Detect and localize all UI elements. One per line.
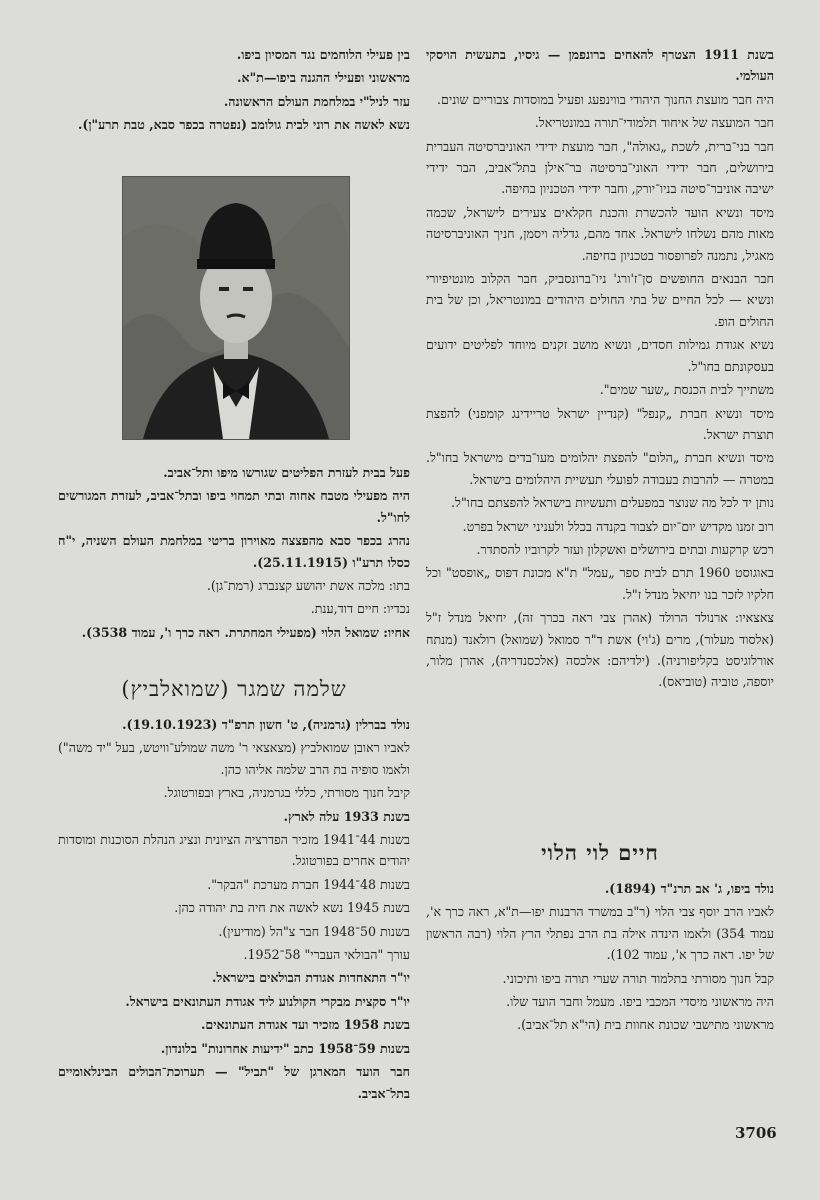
paragraph: יו"ר התאחדות אגודת הבולאים בישראל. bbox=[212, 970, 410, 986]
paragraph: היה מראשוני מיסדי המכבי ביפו. מעמל וחבר הועד שלו. bbox=[506, 994, 774, 1010]
right-column-text bbox=[426, 44, 774, 695]
paragraph: נולד ביפו, ג' אב תרנ"ד (1894). bbox=[604, 881, 774, 896]
paragraph: מיסד ונשיא חברת „הלום" להפצת יהלומים מעו־בדים מישראל בחו"ל. במטרה — להרבות בעבודה לפועלי תעשיית היהלומים בישראל. bbox=[426, 450, 774, 487]
paragraph: נכדיו: חיים דוד,ענת. bbox=[310, 601, 410, 617]
paragraph: בשנת 1945 נשא לאשה את חיה בת יהודה כהן. bbox=[174, 900, 410, 916]
paragraph: נשיא אגודת גמילות חסדים, ונשיא מושב זקנים מיוחד לפליטים ידועים בעסקונתם בחו"ל. bbox=[426, 337, 774, 374]
page-number: 3706 bbox=[735, 1124, 777, 1142]
portrait-photo bbox=[122, 176, 350, 440]
paragraph: היה חבר מועצת החנוך היהודי בווינפעג ופעיל במוסדות צבוריים שונים. bbox=[437, 91, 774, 107]
paragraph: נהרג בכפר סבא מהפצצה מאוירון בריטי במלחמת העולם השניה, י"ח כסלו תרע"ו (25.11.1915). bbox=[58, 533, 410, 570]
paragraph: בשנות 59־1958 כתב "ידיעות אחרונות" בלונדון. bbox=[160, 1040, 410, 1056]
paragraph: נותן יד לכל מה שנוצר במפעלים ותעשיות בישראל להפצתם בחו"ל. bbox=[451, 495, 774, 511]
paragraph: חבר הבנאים החופשים סן־ז'ורג' ניו־ברונסביק, חבר הקלוב מונטיפיורי ונשיא — לכל החיים של בתי החולים היהודים במונטריאל, וכן של בית החולים הופ. bbox=[426, 271, 774, 329]
left-bottom-text bbox=[58, 714, 410, 1106]
section-heading: חיים לוי הלוי bbox=[541, 840, 659, 865]
paragraph: יו"ר סקצית מבקרי הקולנוע ליד אגודת העתונאים בישראל. bbox=[125, 993, 410, 1009]
paragraph: לאביו הרב יוסף צבי הלוי (ר"ב במשרד הרבנות יפו—ת"א, ראה כרך א', עמוד 354) ולאמו הינדה אילה בת הרב נפתלי הרץ הלוי (רבה הראשון של יפו. ראה כרך א', עמוד 102). bbox=[426, 904, 774, 963]
paragraph: בשנות 48־1944 חברת מערכת "הבקר". bbox=[207, 876, 410, 892]
right-bottom-text bbox=[426, 878, 774, 1038]
left-top-text bbox=[58, 44, 410, 138]
paragraph: אחיו: שמואל הלוי (מפעילי המחתרת. ראה כרך ו', עמוד 3538). bbox=[81, 624, 410, 640]
paragraph: בשנות 50־1948 חבר צ"הל (מודיעין). bbox=[218, 923, 410, 939]
paragraph: עורך "הבולאי העברי" 58־1952. bbox=[243, 947, 410, 963]
paragraph: מיסד ונשיא הועד להכשרת והכנת חקלאים צעירים לישראל, שכמה מאות מהם נשלחו לישראל. אחד מהם, גדליה ויסמן, חניך האוניברסיטה מאגיל, נתמנה לפרופסור בטכניון בחיפה. bbox=[426, 204, 774, 263]
portrait-illustration bbox=[123, 177, 349, 439]
paragraph: פעל בבית לעזרת הפליטים שגורשו מיפו ותל־אביב. bbox=[163, 465, 410, 480]
section-heading: שלמה שמגר (שמואלביץ) bbox=[121, 677, 347, 701]
paragraph: בין פעילי הלוחמים נגד המסיון ביפו. bbox=[236, 47, 410, 62]
left-middle-text bbox=[58, 462, 410, 645]
paragraph: מראשוני מתישבי שכונת אחוות בית (הי"א תל־אביב). bbox=[517, 1017, 774, 1033]
paragraph: רוב זמנו מקדיש יום־יום לצבור בקנדה בכלל ולעניני ישראל בפרט. bbox=[462, 518, 774, 534]
paragraph: היה מפעילי מטבח אחוה ובתי תמחוי ביפו ובתל־אביב, לעזרת המגורשים לחו"ל. bbox=[58, 488, 410, 525]
paragraph: מיסד ונשיא חברת „קנפל" (קנדיין ישראל טריידינג קומפני) להפצת תוצרת ישראל. bbox=[426, 405, 774, 442]
paragraph: חבר הועד המארגן של "תביל" — תערוכת־הבולים הבינלאומיים בתל־אביב. bbox=[58, 1064, 410, 1101]
paragraph: רכש קרקעות ובתים בירושלים ואשקלון ועזר לקרוביו להסתדר. bbox=[476, 541, 774, 557]
paragraph: קבל חנוך מסורתי בתלמוד תורה שערי תורה ביפו ותיכוני. bbox=[502, 970, 774, 986]
paragraph: בתו: מלכה אשת יהושע קצנברג (רמת־גן). bbox=[206, 578, 410, 594]
paragraph: מראשוני ופעילי ההגנה ביפו—ת"א. bbox=[237, 70, 410, 86]
paragraph: נולד בברלין (גרמניה), ט' חשון תרפ"ד (19.10.1923). bbox=[122, 717, 410, 732]
paragraph: משתייך לבית הכנסת „שער שמים". bbox=[599, 382, 774, 398]
paragraph: בשנות 44־1941 מזכיר הפדרציה הציונית ונציג הנהלת הסוכנות ומוסדות יהודים אחרים בפורטוגל. bbox=[58, 832, 410, 869]
paragraph: נשא לאשה את רוני לבית גולומב (נפטרה בכפר סבא, טבת תרע"ן). bbox=[78, 117, 410, 133]
paragraph: חבר בני־ברית, לשכת „גאולה", חבר מועצת ידידי האוניברסיטה העברית בירושלים, חבר ידידי האוני־ברסיטה בר־אילן בתל־אביב, הבר ידידי ישיבה אוניבר־סיטה בניו־יורק, וחבר ידידי הטכניון בחיפה. bbox=[426, 138, 774, 197]
paragraph: בשנת 1933 עלה לארץ. bbox=[283, 808, 410, 824]
paragraph: באוגוסט 1960 תרם לבית ספר „עמל" ת"א מכונת דפוס „אופסט" וכל חלקיו לזכר בנו יחיאל מנדל ז"ל. bbox=[426, 565, 774, 602]
paragraph: קיבל חנוך מסורתי, כללי בגרמניה, בארץ ובפורטוגל. bbox=[163, 785, 410, 801]
paragraph: צאצאיו: ארנולד הרולד (אהרן צבי ראה בכרך זה), יחיאל מנדל ז"ל (אלסוד מעלור), מרים (ג'וי) אשת ד"ר סמואל (שמואל) רולאנד (מנתח אורלוגיסט בקליפורניה). (ילדיהם: אלכסה (אלכסנדריה), אהרן מלור, יוספה, טוביה (טוביאס). bbox=[426, 610, 774, 690]
paragraph: חבר המועצה של איחוד תלמודי־תורה במונטריאל. bbox=[534, 115, 774, 131]
paragraph: עזר לניל"י במלחמת העולם הראשונה. bbox=[223, 93, 410, 109]
paragraph: בשנת 1958 מזכיר ועד אגודת העתונאים. bbox=[201, 1017, 410, 1033]
paragraph: בשנת 1911 הצטרף להאחים ברונפמן — גיסיו, בתעשית הויסקי העולמי. bbox=[426, 47, 774, 84]
paragraph: לאביו ראובן שמואלביץ (מצאצאי ר' משה שמולע־וויטש, בעל "יד משה") ולאמו סופיה בת הרב שלמה אליהו כהן. bbox=[58, 740, 410, 777]
